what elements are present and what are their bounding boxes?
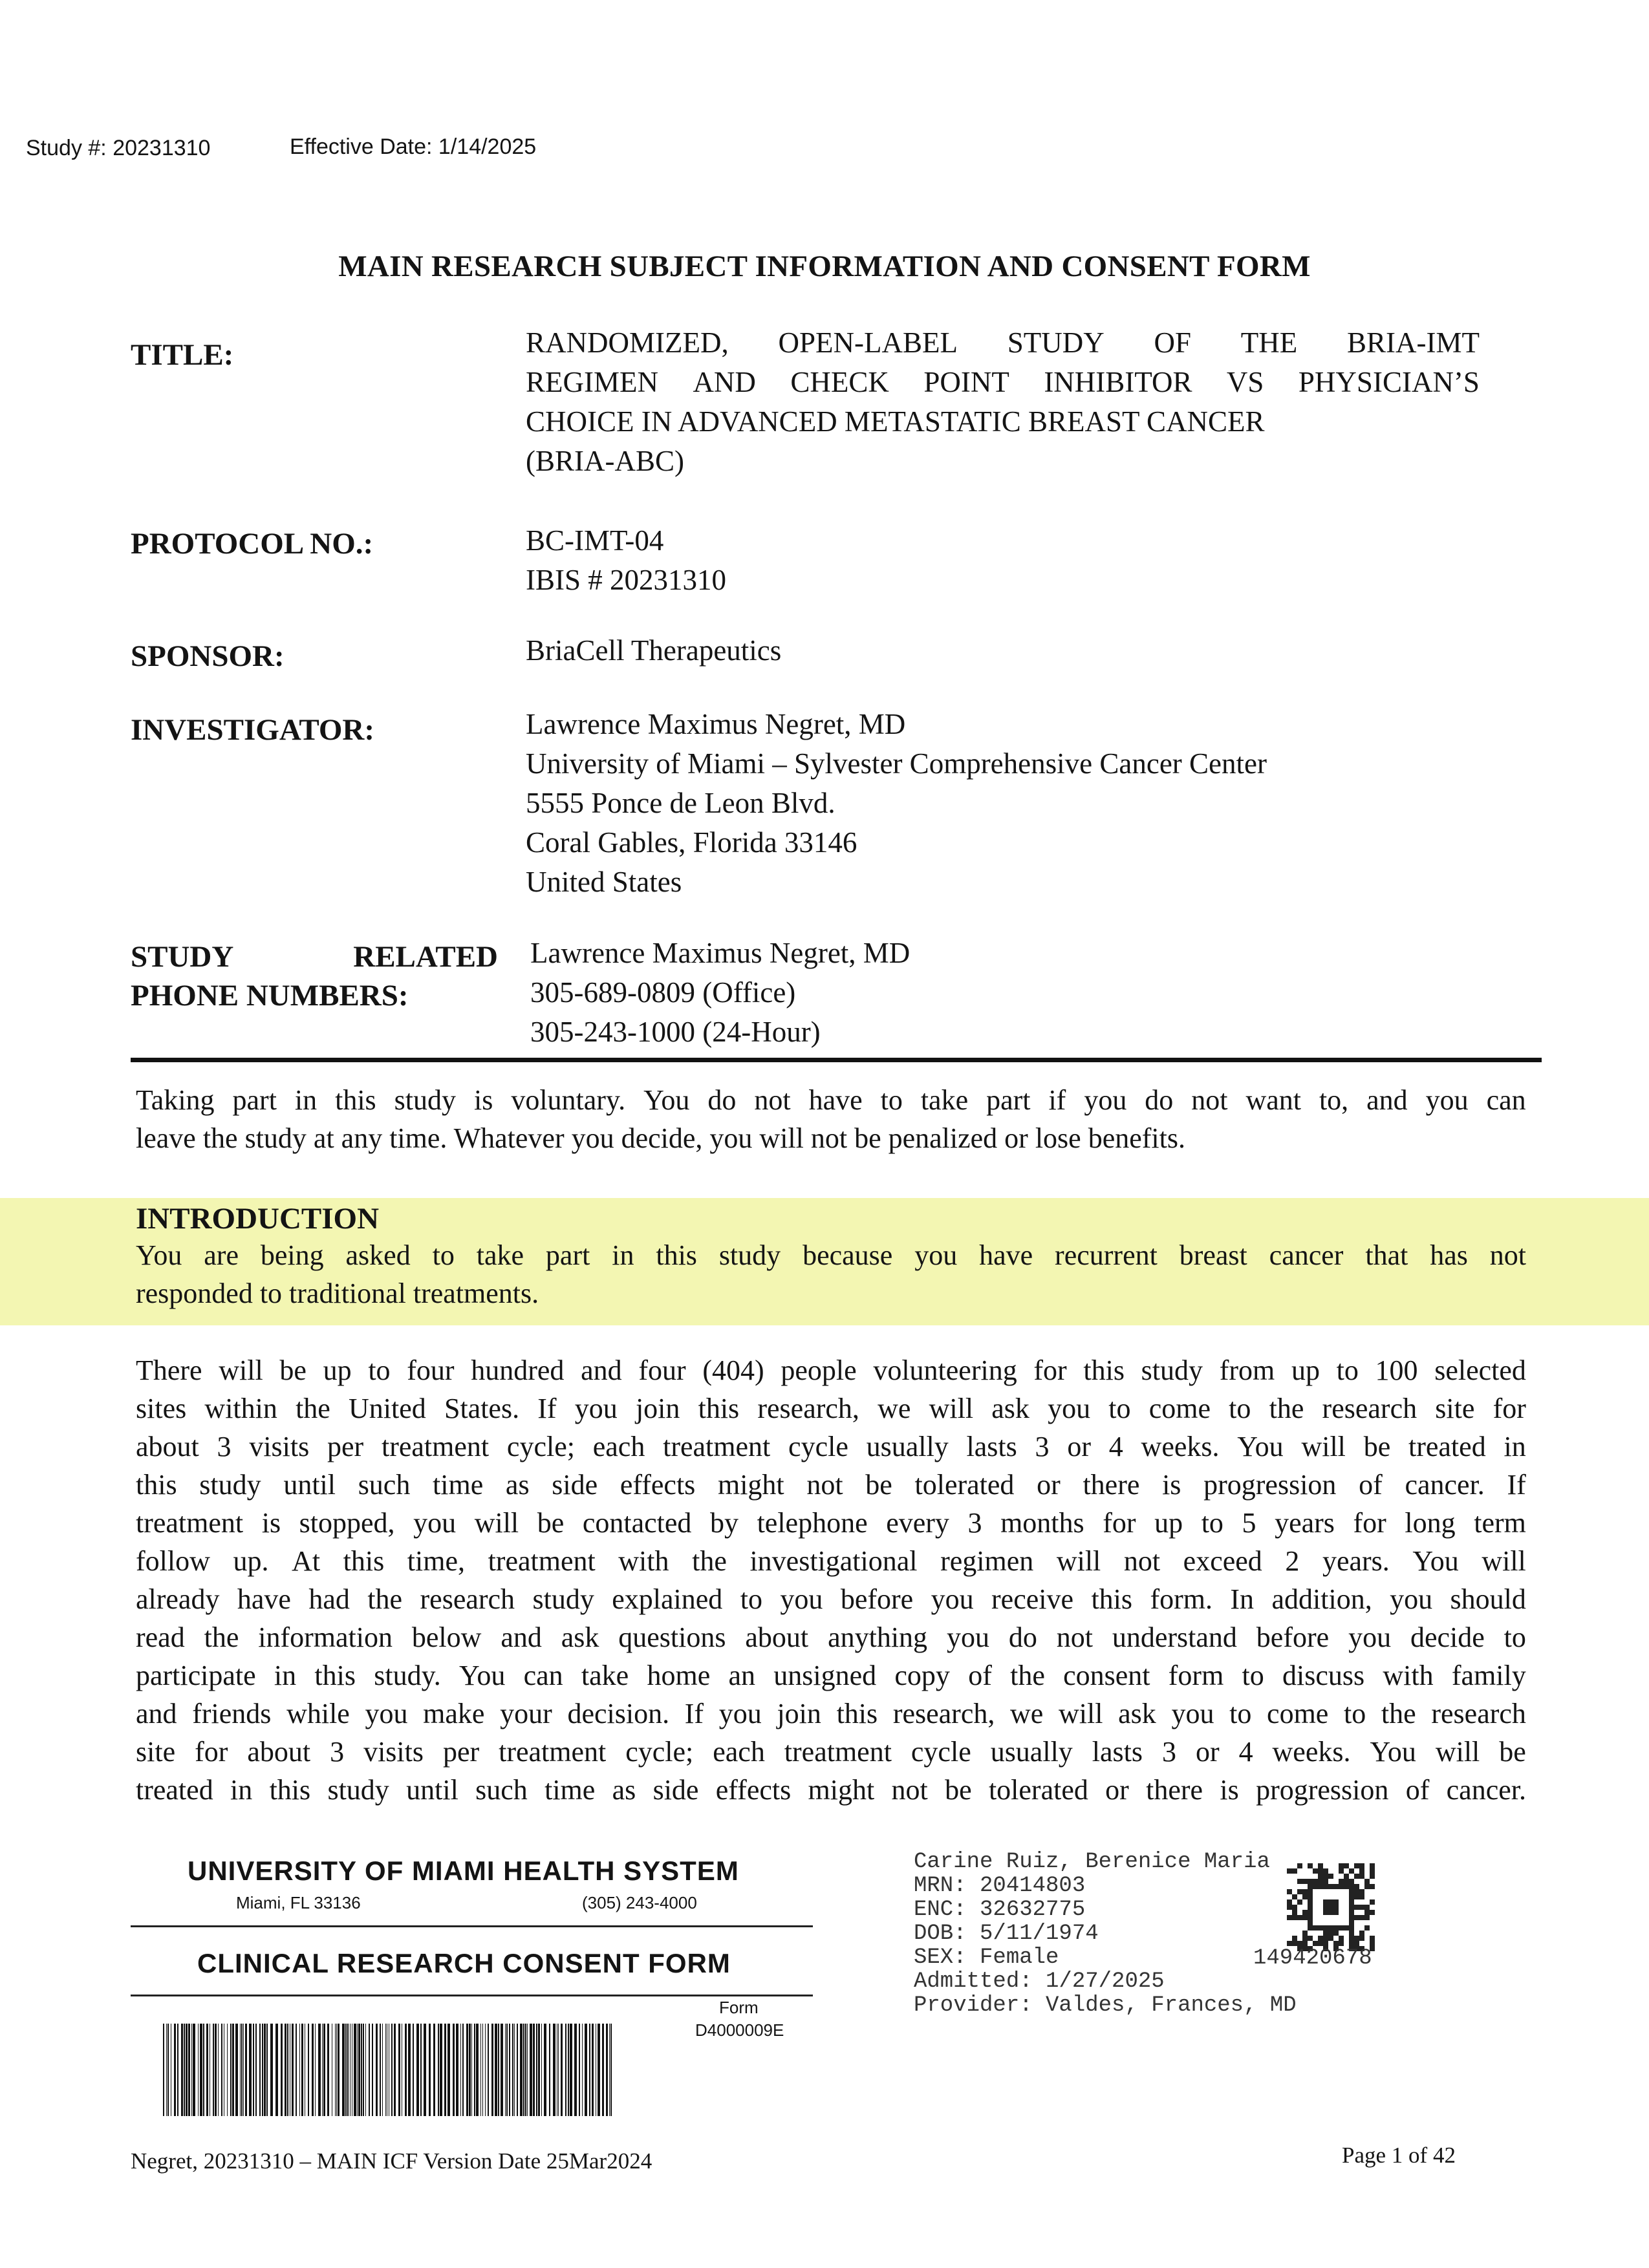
sponsor-label: SPONSOR: — [131, 639, 285, 673]
title-line-1: RANDOMIZED, OPEN-LABEL STUDY OF THE BRIA-IMT — [526, 326, 1480, 359]
um-phone: (305) 243-4000 — [582, 1893, 697, 1912]
patient-code-number: 149420678 — [1253, 1946, 1372, 1971]
page-number: Page 1 of 42 — [1342, 2143, 1456, 2168]
introduction-heading: INTRODUCTION — [136, 1202, 380, 1236]
protocol-line: IBIS # 20231310 — [526, 564, 727, 596]
title-line-2: REGIMEN AND CHECK POINT INHIBITOR VS PHYSICIAN’S — [526, 366, 1480, 398]
phones-label-line-2: PHONE NUMBERS: — [131, 979, 409, 1012]
patient-label — [914, 1850, 1297, 2018]
title-line-3: CHOICE IN ADVANCED METASTATIC BREAST CANCER — [526, 405, 1265, 438]
body-line: treated in this study until such time as side effects might not be tolerated or there is progression of cancer. — [136, 1774, 1526, 1806]
investigator-label: INVESTIGATOR: — [131, 713, 374, 747]
investigator-line: Lawrence Maximus Negret, MD — [526, 708, 906, 740]
body-line: read the information below and ask questions about anything you do not understand before you decide to — [136, 1621, 1526, 1653]
investigator-value — [526, 705, 1267, 902]
form-label: Form — [719, 1998, 759, 2017]
protocol-value — [526, 521, 726, 600]
title-value — [526, 323, 1480, 481]
investigator-line: 5555 Ponce de Leon Blvd. — [526, 787, 835, 819]
phones-line: Lawrence Maximus Negret, MD — [530, 937, 911, 969]
patient-sex: SEX: Female — [914, 1945, 1059, 1970]
investigator-line: University of Miami – Sylvester Comprehensive Cancer Center — [526, 747, 1267, 780]
patient-enc: ENC: 32632775 — [914, 1898, 1086, 1922]
phones-label-word-1: STUDY — [131, 940, 234, 974]
patient-provider: Provider: Valdes, Frances, MD — [914, 1993, 1297, 2018]
phones-value — [530, 934, 910, 1052]
voluntary-line: Taking part in this study is voluntary. You do not have to take part if you do not want to, and you can — [136, 1084, 1526, 1116]
body-line: site for about 3 visits per treatment cycle; each treatment cycle usually lasts 3 or 4 weeks. You will be — [136, 1736, 1526, 1768]
voluntary-line: leave the study at any time. Whatever you decide, you will not be penalized or lose benefits. — [136, 1122, 1185, 1154]
voluntary-paragraph — [136, 1081, 1526, 1157]
sponsor-value: BriaCell Therapeutics — [526, 634, 782, 667]
body-line: this study until such time as side effects might not be tolerated or there is progression of cancer. If — [136, 1469, 1526, 1501]
title-label: TITLE: — [131, 338, 234, 372]
form-barcode-icon — [162, 2024, 614, 2116]
study-description-paragraph — [136, 1351, 1526, 1809]
investigator-line: Coral Gables, Florida 33146 — [526, 826, 857, 859]
footer-version: Negret, 20231310 – MAIN ICF Version Date 25Mar2024 — [131, 2148, 652, 2174]
body-line: already have had the research study explained to you before you receive this form. In addition, you should — [136, 1583, 1526, 1615]
protocol-label: PROTOCOL NO.: — [131, 527, 374, 561]
investigator-line: United States — [526, 866, 682, 898]
introduction-paragraph — [136, 1236, 1526, 1312]
patient-admitted: Admitted: 1/27/2025 — [914, 1969, 1165, 1994]
phones-label-word-2: RELATED — [353, 940, 498, 974]
section-divider — [131, 1058, 1542, 1062]
phones-label — [131, 937, 498, 1015]
form-number: D4000009E — [695, 2020, 784, 2040]
introduction-line: responded to traditional treatments. — [136, 1278, 539, 1309]
form-title: MAIN RESEARCH SUBJECT INFORMATION AND CONSENT FORM — [338, 250, 1311, 283]
introduction-line: You are being asked to take part in this study because you have recurrent breast cancer that has not — [136, 1239, 1526, 1271]
um-rule-top — [131, 1925, 813, 1927]
study-number: Study #: 20231310 — [26, 136, 211, 160]
body-line: and friends while you make your decision. If you join this research, we will ask you to come to the research — [136, 1698, 1526, 1729]
body-line: sites within the United States. If you join this research, we will ask you to come to the research site for — [136, 1393, 1526, 1424]
um-city: Miami, FL 33136 — [236, 1893, 361, 1912]
um-health-system-title: UNIVERSITY OF MIAMI HEALTH SYSTEM — [188, 1856, 739, 1886]
phones-line: 305-689-0809 (Office) — [530, 976, 796, 1009]
phones-line: 305-243-1000 (24-Hour) — [530, 1016, 821, 1048]
effective-date: Effective Date: 1/14/2025 — [290, 134, 537, 159]
body-line: about 3 visits per treatment cycle; each treatment cycle usually lasts 3 or 4 weeks. You will be treated in — [136, 1431, 1526, 1462]
patient-dob: DOB: 5/11/1974 — [914, 1921, 1099, 1946]
clinical-research-consent-form-title: CLINICAL RESEARCH CONSENT FORM — [197, 1948, 731, 1978]
patient-name: Carine Ruiz, Berenice Maria — [914, 1850, 1270, 1874]
body-line: participate in this study. You can take home an unsigned copy of the consent form to discuss with family — [136, 1660, 1526, 1691]
title-line-4: (BRIA-ABC) — [526, 445, 684, 477]
patient-mrn: MRN: 20414803 — [914, 1874, 1086, 1898]
body-line: There will be up to four hundred and four (404) people volunteering for this study from up to 100 selected — [136, 1354, 1526, 1386]
protocol-line: BC-IMT-04 — [526, 524, 664, 557]
body-line: treatment is stopped, you will be contacted by telephone every 3 months for up to 5 years for long term — [136, 1507, 1526, 1539]
um-rule-bottom — [131, 1995, 813, 1996]
body-line: follow up. At this time, treatment with the investigational regimen will not exceed 2 years. You will — [136, 1545, 1526, 1577]
patient-qr-code-icon — [1287, 1863, 1375, 1951]
